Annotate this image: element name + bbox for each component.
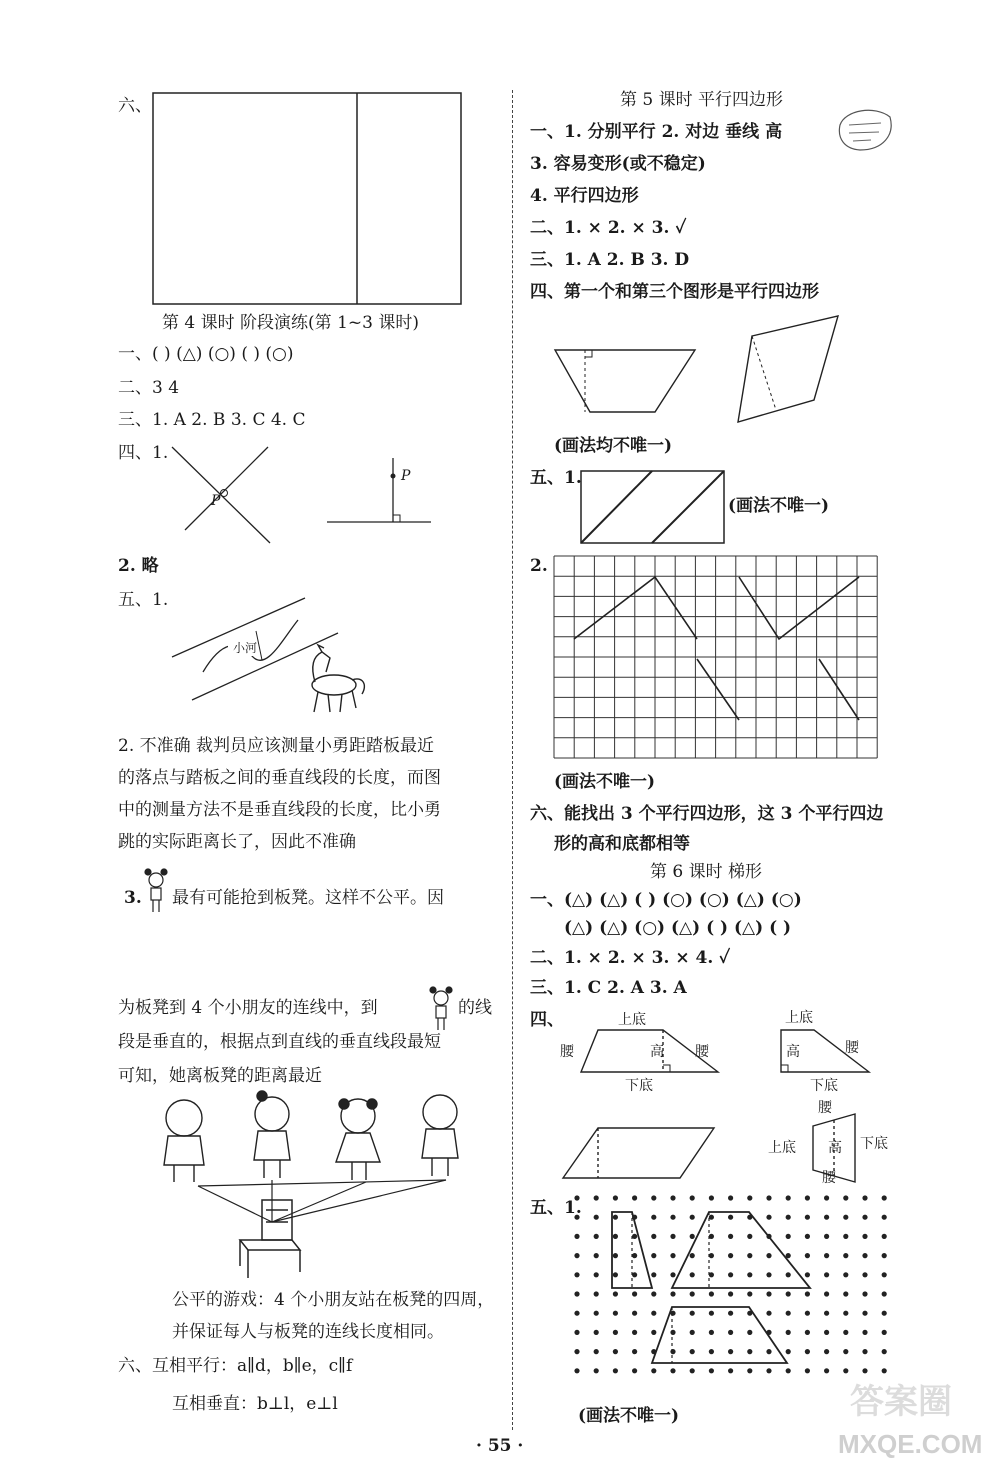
label-leg-1b: 腰 — [695, 1044, 709, 1060]
answer-q5-label: 五、1. — [118, 590, 169, 610]
r-answer-6-line1: 六、能找出 3 个平行四边形，这 3 个平行四边 — [530, 804, 884, 824]
r-answer-5-2: 2. — [530, 556, 548, 576]
r-answer-4-note: (画法均不唯一) — [554, 436, 673, 456]
parallelogram-3 — [563, 1128, 714, 1178]
answer-q5-3-line4: 可知，她离板凳的距离最近 — [118, 1066, 322, 1086]
r-answer-6-line2: 形的高和底都相等 — [554, 834, 690, 854]
fair-game-line2: 并保证每人与板凳的连线长度相同。 — [172, 1322, 444, 1342]
river-label: 小河 — [233, 641, 258, 655]
answer-q3: 三、1. A 2. B 3. C 4. C — [118, 410, 306, 430]
point-p-label-right: P — [401, 468, 411, 484]
answer-q5-2-line4: 跳的实际距离长了，因此不准确 — [118, 832, 356, 852]
answer-q5-3-line3: 段是垂直的，根据点到直线的垂直线段最短 — [118, 1032, 441, 1052]
label-height-4: 高 — [828, 1140, 842, 1156]
grid-figure — [554, 556, 877, 758]
section-6-label: 六、 — [118, 96, 152, 116]
label-leg-4b: 腰 — [822, 1170, 836, 1186]
dot-grid — [574, 1195, 886, 1373]
answer-q6-parallel: 六、互相平行：a∥d，b∥e，c∥f — [118, 1356, 353, 1376]
label-height-1: 高 — [650, 1044, 664, 1060]
fair-game-line1: 公平的游戏：4 个小朋友站在板凳的四周， — [172, 1290, 495, 1310]
watermark-text: MXQE.COM — [838, 1429, 983, 1459]
answer-q5-2-line2: 的落点与踏板之间的垂直线段的长度，而图 — [118, 768, 441, 788]
r-answer-1c: 4. 平行四边形 — [530, 186, 639, 206]
page-number: · 55 · — [476, 1436, 524, 1456]
r-answer-5-note: (画法不唯一) — [728, 496, 830, 516]
answer-q6-perpendicular: 互相垂直：b⊥l，e⊥l — [172, 1394, 338, 1414]
label-lower-base-4: 下底 — [860, 1136, 888, 1152]
answer-q4-label: 四、1. — [118, 443, 169, 463]
answer-q5-3-line2a: 为板凳到 4 个小朋友的连线中，到 — [118, 998, 378, 1018]
r-answer-1a: 一、1. 分别平行 2. 对边 垂线 高 — [530, 122, 783, 142]
label-leg-2: 腰 — [845, 1040, 859, 1056]
answer-q5-2-line1: 2. 不准确 裁判员应该测量小勇距踏板最近 — [118, 736, 435, 756]
lesson-4-title: 第 4 课时 阶段演练(第 1~3 课时) — [162, 313, 419, 333]
label-upper-base-4: 上底 — [768, 1140, 796, 1156]
t-answer-5-note: (画法不唯一) — [578, 1406, 680, 1426]
answer-q5-2-line3: 中的测量方法不是垂直线段的长度，比小勇 — [118, 800, 441, 820]
label-lower-base-2: 下底 — [810, 1078, 838, 1094]
label-leg-1a: 腰 — [560, 1044, 574, 1060]
answer-q5-3-number: 3. — [124, 888, 142, 908]
answer-q4-2: 2. 略 — [118, 556, 159, 576]
watermark-cn: 答案圈 — [850, 1382, 952, 1422]
label-upper-base-2: 上底 — [785, 1010, 813, 1026]
r-answer-4: 四、第一个和第三个图形是平行四边形 — [530, 282, 819, 302]
t-answer-3: 三、1. C 2. A 3. A — [530, 978, 687, 998]
r-answer-5-2-note: (画法不唯一) — [554, 772, 656, 792]
label-leg-4a: 腰 — [818, 1100, 832, 1116]
r-answer-2: 二、1. × 2. × 3. ✓ — [530, 218, 687, 238]
answer-q1: 一、( ) (△) (○) ( ) (○) — [118, 344, 294, 364]
label-lower-base-1: 下底 — [625, 1078, 653, 1094]
t-answer-5-label: 五、1. — [530, 1198, 582, 1218]
label-upper-base-1: 上底 — [618, 1012, 646, 1028]
t-answer-1-row1: 一、(△) (△) ( ) (○) (○) (△) (○) — [530, 890, 802, 910]
answer-q2: 二、3 4 — [118, 378, 180, 398]
r-answer-5-label: 五、1. — [530, 468, 582, 488]
lesson-5-title: 第 5 课时 平行四边形 — [620, 90, 784, 110]
t-answer-1-row2: (△) (△) (○) (△) ( ) (△) ( ) — [564, 918, 792, 938]
label-height-2: 高 — [786, 1044, 800, 1060]
t-answer-4-label: 四、 — [530, 1010, 564, 1030]
lesson-6-title: 第 6 课时 梯形 — [650, 862, 763, 882]
r-answer-1b: 3. 容易变形(或不稳定) — [530, 154, 706, 174]
answer-q5-3-line1: 最有可能抢到板凳。这样不公平。因 — [172, 888, 444, 908]
r-answer-3: 三、1. A 2. B 3. D — [530, 250, 690, 270]
t-answer-2: 二、1. × 2. × 3. × 4. ✓ — [530, 948, 731, 968]
point-p-label-left: P — [211, 493, 221, 509]
answer-q5-3-line2b: 的线 — [458, 998, 492, 1018]
